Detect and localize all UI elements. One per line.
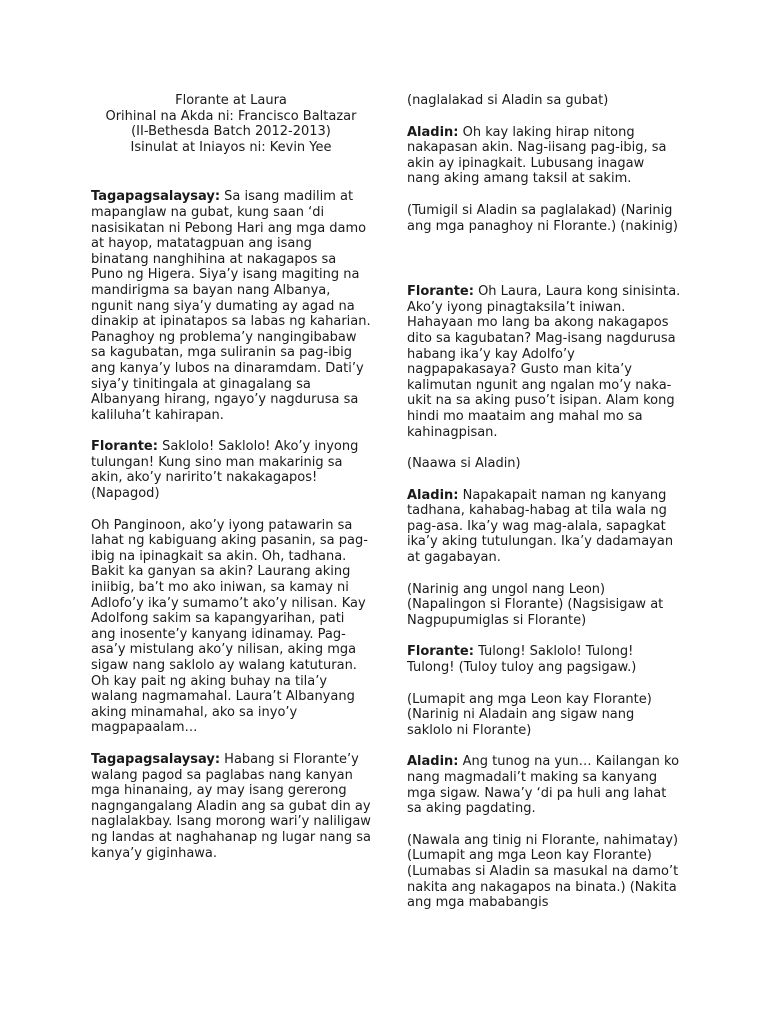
paragraph-text: Napakapait naman ng kanyang tadhana, kahabag-habag at tila wala ng pag-asa. Ika’y wag mag-alala, sapagkat ika’y aking tutulungan. Ika’y dadamayan at gagabayan. xyxy=(407,487,674,566)
paragraph xyxy=(91,189,371,423)
paragraph-text: Oh Laura, Laura kong sinisinta. Ako’y iyong pinagtaksila’t iniwan. Hahayaan mo lang ba akong nakagapos dito sa kagubatan? Mag-isang nagdurusa habang ika’y kay Adolfo’y nagpapakasaya? Gusto man kita’y kalimutan ngunit ang ngalan mo’y naka-ukit na sa aking puso’t isipan. Alam kong hindi mo maataim ang mahal mo sa kahinagpisan. xyxy=(407,284,681,440)
paragraph xyxy=(91,752,371,861)
stage-direction xyxy=(407,692,681,739)
speaker-label: Aladin: xyxy=(407,487,459,503)
right-column xyxy=(407,93,681,927)
paragraph-text: Sa isang madilim at mapanglaw na gubat, kung saan ‘di nasisikatan ni Pebong Hari ang mga damo at hayop, matatagpuan ang isang binatang nanghihina at nakagapos sa Puno ng Higera. Siya’y isang magiting na mandirigma sa bayan nang Albanya, ngunit nang siya’y dumating ay agad na dinakip at ipinatapos sa labas ng kaharian. Panaghoy ng problema’y nangingibabaw sa kagubatan, mga suliranin sa pag-ibig ang kanya’y lubos na dinaramdam. Dati’y siya’y tinitingala at ginagalang sa Albanyang hirang, ngayo’y nagdurusa sa kaliluha’t kahirapan. xyxy=(91,189,371,423)
stage-direction xyxy=(407,582,681,629)
speaker-label: Florante: xyxy=(91,439,158,455)
author-line: Orihinal na Akda ni: Francisco Baltazar xyxy=(105,108,357,124)
paragraph-text: Oh Panginoon, ako’y iyong patawarin sa lahat ng kabiguang aking pasanin, sa pag-ibig na ipinagkait sa akin. Oh, tadhana. Bakit ka ganyan sa akin? Laurang aking iniibig, ba’t mo ako iniwan, sa kamay ni Adlofo’y ika’y sumamo’t ako’y nilisan. Kay Adolfong sakim sa kapangyarihan, pati ang inosente’y kanyang idinamay. Pag-asa’y mistulang ako’y nilisan, aking mga sigaw nang saklolo ay walang katuturan. Oh kay pait ng aking buhay na tila’y walang nagmamahal. Laura’t Albanyang aking minamahal, ako sa inyo’y magpapaalam… xyxy=(91,517,368,736)
stage-direction xyxy=(407,833,681,911)
paragraph xyxy=(407,644,681,675)
speaker-label: Tagapagsalaysay: xyxy=(91,189,221,205)
speaker-label: Florante: xyxy=(407,284,474,300)
paragraph xyxy=(407,488,681,566)
paragraph-text: Tulong! Saklolo! Tulong! Tulong! (Tuloy tuloy ang pagsigaw.) xyxy=(407,644,637,676)
paragraph-text: (Naawa si Aladin) xyxy=(407,456,521,472)
paragraph xyxy=(407,754,681,816)
paragraph-text: (Nawala ang tinig ni Florante, nahimatay) (Lumapit ang mga Leon kay Florante) (Lumabas si Aladin sa masukal na damo’t nakita ang nakagapos na binata.) (Nakita ang mga mababangis xyxy=(407,832,679,911)
paragraph-text: (Tumigil si Aladin sa paglalakad) (Narinig ang mga panaghoy ni Florante.) (nakinig) xyxy=(407,202,678,234)
document-header xyxy=(91,93,371,155)
speaker-label: Aladin: xyxy=(407,124,459,140)
speaker-label: Aladin: xyxy=(407,754,459,770)
document-title: Florante at Laura xyxy=(175,93,287,108)
stage-direction xyxy=(407,203,681,234)
paragraph-text: Habang si Florante’y walang pagod sa paglabas nang kanyan mga hinanaing, ay may isang gererong nagngangalang Aladin ang sa gubat din ay naglalakbay. Isang morong wari’y naliligaw ng landas at naghahanap ng lugar nang sa kanya’y giginhawa. xyxy=(91,751,371,861)
paragraph-text: Ang tunog na yun… Kailangan ko nang magmadali’t making sa kanyang mga sigaw. Nawa’y ‘di pa huli ang lahat sa aking pagdating. xyxy=(407,754,680,817)
batch-line: (II-Bethesda Batch 2012-2013) xyxy=(131,124,331,140)
stage-direction xyxy=(407,93,681,109)
speaker-label: Florante: xyxy=(407,644,474,660)
paragraph-text: (Narinig ang ungol nang Leon) (Napalingon si Florante) (Nagsisigaw at Nagpupumiglas si Florante) xyxy=(407,581,664,628)
speaker-label: Tagapagsalaysay: xyxy=(91,751,221,767)
paragraph-text: (Lumapit ang mga Leon kay Florante) (Narinig ni Aladain ang sigaw nang saklolo ni Florante) xyxy=(407,691,652,738)
paragraph xyxy=(91,518,371,736)
paragraph xyxy=(407,284,681,440)
paragraph xyxy=(91,439,371,501)
paragraph-text: Oh kay laking hirap nitong nakapasan akin. Nag-iisang pag-ibig, sa akin ay ipinagkait. Lubusang inagaw nang aking amang taksil at sakim. xyxy=(407,124,667,187)
paragraph xyxy=(407,125,681,187)
left-column xyxy=(91,93,371,877)
paragraph-text: Saklolo! Saklolo! Ako’y inyong tulungan! Kung sino man makarinig sa akin, ako’y naririto’t nakakagapos! (Napagod) xyxy=(91,439,359,502)
paragraph-text: (naglalakad si Aladin sa gubat) xyxy=(407,93,609,108)
stage-direction xyxy=(407,456,681,472)
adapter-line: Isinulat at Iniayos ni: Kevin Yee xyxy=(130,139,332,155)
